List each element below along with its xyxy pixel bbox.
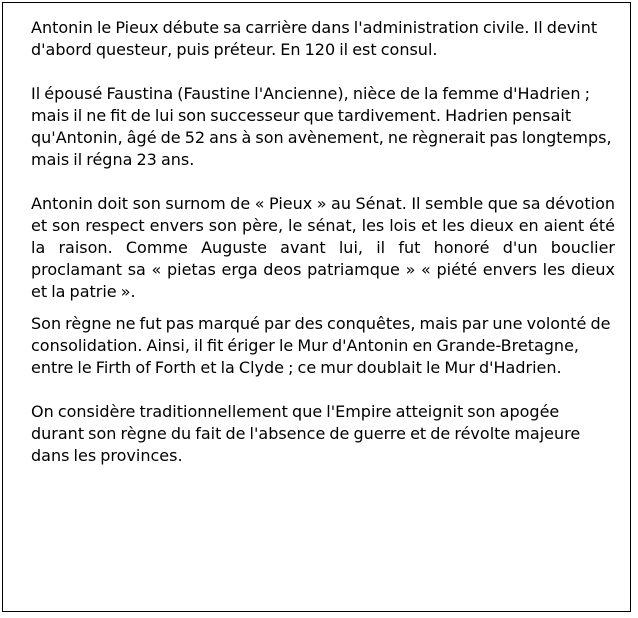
paragraph-reign: Son règne ne fut pas marqué par des conquêtes, mais par une volonté de consolidation. Ainsi, il fit ériger le Mur d'Antonin en Grande-Bretagne, entre le Firth of Forth et la Clyde ; ce mur doublait le Mur d'Hadrien.: [31, 314, 611, 377]
text-frame: [2, 2, 631, 612]
paragraph-career: Antonin le Pieux débute sa carrière dans l'administration civile. Il devint d'abord questeur, puis préteur. En 120 il est consul.: [31, 18, 598, 59]
paragraph-surname: Antonin doit son surnom de « Pieux » au Sénat. Il semble que sa dévotion et son respect envers son père, le sénat, les lois et les dieux en aient été la raison. Comme Auguste avant lui, il fut honoré d'un bouclier proclamant sa « pietas erga deos patriamque » « piété envers les dieux et la patrie ».: [31, 194, 615, 301]
document-body: [31, 17, 615, 467]
paragraph-marriage: Il épousé Faustina (Faustine l'Ancienne), nièce de la femme d'Hadrien ; mais il ne fit de lui son successeur que tardivement. Hadrien pensait qu'Antonin, âgé de 52 ans à son avènement, ne règnerait pas longtemps, mais il régna 23 ans.: [31, 84, 612, 169]
paragraph-apogee: On considère traditionnellement que l'Empire atteignit son apogée durant son règne du fait de l'absence de guerre et de révolte majeure dans les provinces.: [31, 402, 581, 465]
